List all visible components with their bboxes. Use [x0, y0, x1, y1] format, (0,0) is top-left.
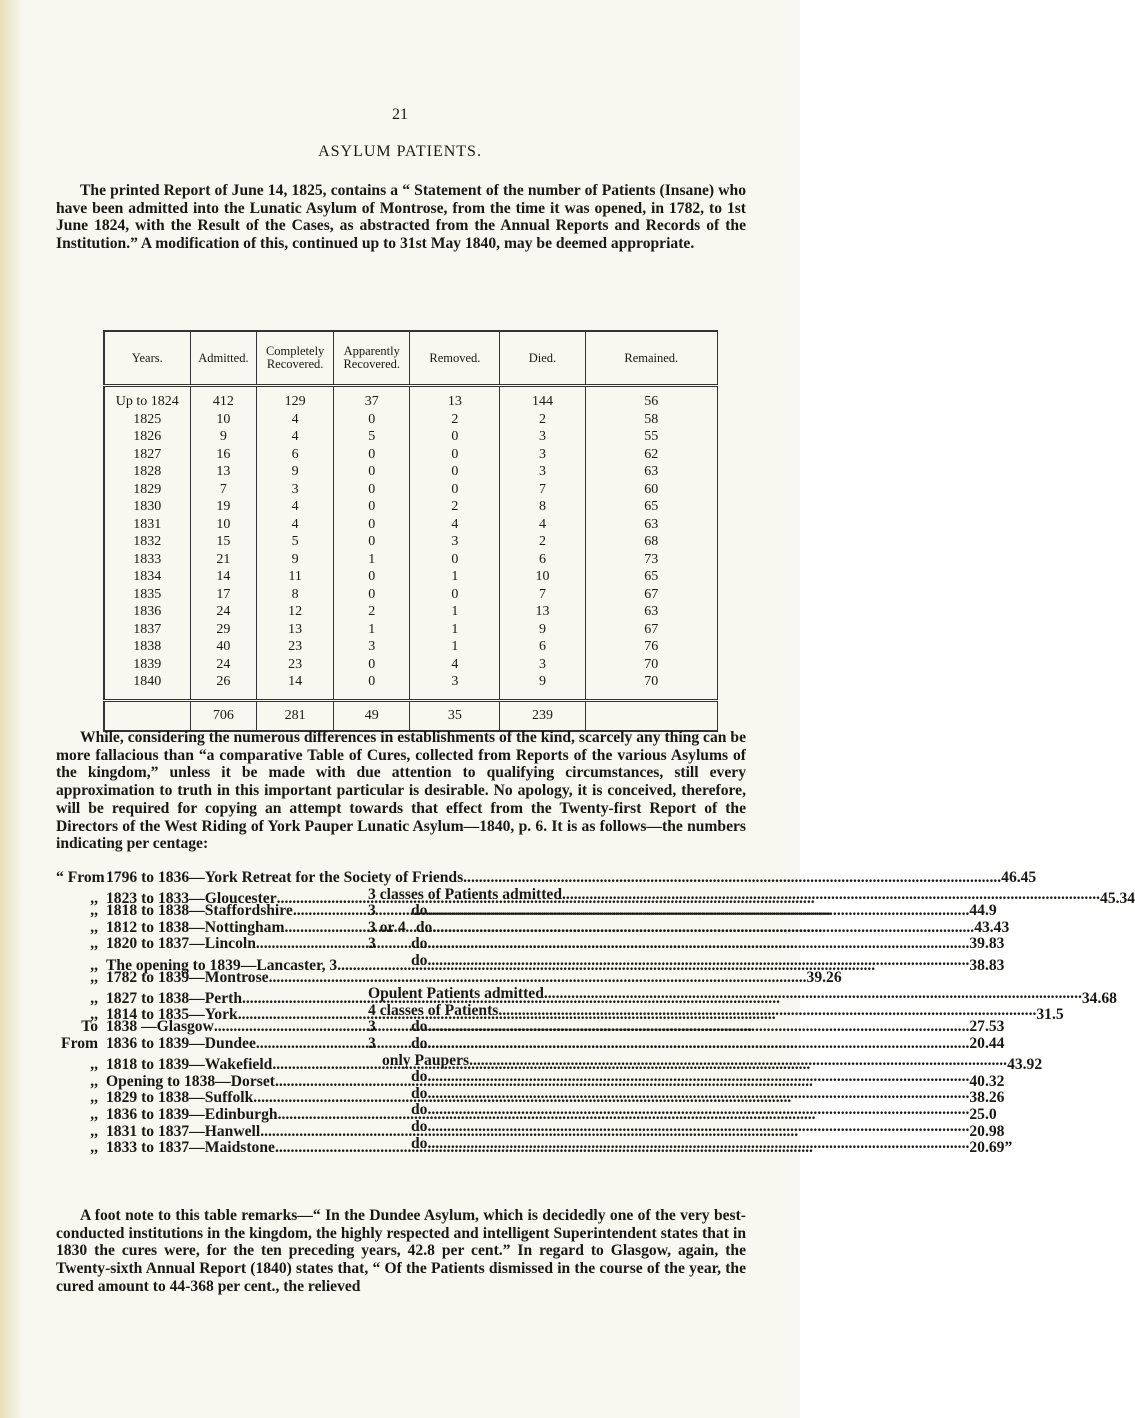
table-cell: 0	[333, 586, 410, 604]
table-cell: 4	[257, 516, 334, 534]
column-header: Removed.	[410, 331, 500, 386]
place-text: 1827 to 1838—Perth	[106, 989, 242, 1007]
table-cell: 1831	[104, 516, 190, 534]
class-count	[368, 953, 411, 970]
list-item	[56, 918, 1010, 937]
cure-rate: 31.5	[1036, 1006, 1064, 1024]
class-desc: 4 classes of Patients	[368, 1001, 499, 1019]
table-cell: 1836	[104, 603, 190, 621]
table-row	[104, 673, 718, 700]
table-cell: 1834	[104, 568, 190, 586]
table-cell: Up to 1824	[104, 386, 190, 411]
dot-leader	[436, 920, 974, 937]
table-cell: 0	[410, 481, 500, 499]
table-cell: 70	[585, 656, 717, 674]
table-cell: 4	[257, 411, 334, 429]
list-place	[106, 870, 1001, 887]
table-cell: 0	[410, 586, 500, 604]
class-desc: do.	[411, 1101, 432, 1119]
cure-rate: 45.34	[1100, 890, 1135, 908]
class-count: 3 or 4	[368, 918, 406, 936]
cure-rate: 20.98	[969, 1122, 1005, 1140]
list-item	[56, 1051, 1043, 1074]
table-cell: 21	[190, 551, 257, 569]
list-prefix: “ From	[56, 869, 105, 886]
place-text: 1820 to 1837—Lincoln	[106, 935, 256, 953]
dot-leader	[562, 887, 1100, 904]
table-cell: 0	[333, 673, 410, 700]
table-cell: 10	[500, 568, 585, 586]
list-class	[368, 1069, 969, 1086]
table-cell: 40	[190, 638, 257, 656]
total-cell: 35	[410, 700, 500, 731]
place-text: 1836 to 1839—Edinburgh	[106, 1105, 278, 1123]
table-cell: 24	[190, 603, 257, 621]
table-row	[104, 386, 718, 411]
cure-rate: 39.26	[806, 968, 842, 986]
table-row	[104, 463, 718, 481]
place-text: 1831 to 1837—Hanwell	[106, 1122, 261, 1140]
place-text: The opening to 1839—Lancaster, 3	[106, 956, 338, 974]
table-row	[104, 621, 718, 639]
table-cell: 1828	[104, 463, 190, 481]
table-cell: 73	[585, 551, 717, 569]
class-desc: do.	[411, 1018, 432, 1036]
place-text: 1836 to 1839—Dundee	[106, 1034, 256, 1052]
table-cell: 70	[585, 673, 717, 700]
table-cell: 67	[585, 621, 717, 639]
list-prefix: From	[61, 1034, 98, 1052]
class-desc: do.	[411, 1084, 432, 1102]
table-cell: 9	[190, 428, 257, 446]
class-count	[368, 1086, 411, 1103]
table-cell: 3	[257, 481, 334, 499]
place-text: 1838 —Glasgow	[106, 1018, 214, 1036]
dot-leader	[463, 870, 1001, 887]
table-cell: 76	[585, 638, 717, 656]
list-item	[56, 902, 997, 920]
table-cell: 1839	[104, 656, 190, 674]
list-class	[368, 920, 974, 937]
dot-leader	[544, 986, 1082, 1003]
class-count	[368, 1136, 411, 1153]
table-cell: 4	[257, 498, 334, 516]
table-row	[104, 551, 718, 569]
table-header-row	[104, 331, 718, 386]
cure-rate: 46.45	[1001, 869, 1037, 886]
list-prefix: ,,	[90, 956, 98, 974]
table-cell: 0	[410, 446, 500, 464]
cure-rate: 27.53	[969, 1018, 1005, 1036]
table-cell: 13	[410, 386, 500, 411]
page-edge	[0, 0, 22, 1418]
list-place	[106, 1036, 368, 1053]
footnote-paragraph: A foot note to this table remarks—“ In the Dundee Asylum, which is decidedly one of the very best-conducted institutions in the kingdom, the highly respected and intelligent Superintendent states that in 1830 the cures were, for the ten preceding years, 42.8 per cent.” In regard to Glasgow, again, the Twenty-sixth Annual Report (1840) states that, “ Of the Patients dismissed in the course of the year, the cured amount to 44-368 per cent., the relieved	[56, 1207, 746, 1295]
list-item	[56, 1034, 1005, 1053]
table-cell: 1827	[104, 446, 190, 464]
table-cell: 1	[333, 551, 410, 569]
table-row	[104, 638, 718, 656]
table-cell: 1829	[104, 481, 190, 499]
table-cell: 144	[500, 386, 585, 411]
table-cell: 9	[257, 463, 334, 481]
cure-rate: 20.44	[969, 1034, 1005, 1052]
table-cell: 0	[333, 568, 410, 586]
list-prefix: ,,	[90, 890, 98, 908]
table-cell: 55	[585, 428, 717, 446]
table-cell: 68	[585, 533, 717, 551]
table-cell: 13	[500, 603, 585, 621]
list-item	[56, 935, 1005, 953]
dot-leader	[431, 936, 969, 953]
table-cell: 129	[257, 386, 334, 411]
total-cell: 281	[257, 700, 334, 731]
table-cell: 3	[500, 428, 585, 446]
table-cell: 1825	[104, 411, 190, 429]
list-prefix: ,,	[90, 1105, 98, 1123]
place-text: 1796 to 1836—York Retreat for the Society of Friends	[106, 869, 464, 886]
class-desc: do.	[411, 1117, 432, 1135]
list-prefix: ,,	[90, 1006, 98, 1024]
list-class	[368, 936, 969, 953]
list-place	[106, 1074, 368, 1091]
table-cell: 8	[257, 586, 334, 604]
table-cell: 7	[500, 481, 585, 499]
total-cell	[104, 700, 190, 731]
place-text: Opening to 1838—Dorset	[106, 1072, 275, 1090]
table-cell: 65	[585, 498, 717, 516]
table-cell: 1835	[104, 586, 190, 604]
class-count	[368, 1102, 411, 1119]
table-row	[104, 481, 718, 499]
list-place	[106, 1140, 368, 1157]
table-cell: 67	[585, 586, 717, 604]
dot-leader	[431, 1119, 969, 1136]
total-cell: 239	[500, 700, 585, 731]
list-prefix: ,,	[90, 989, 98, 1007]
cure-rate-list	[56, 869, 1135, 1157]
place-text: 1829 to 1838—Suffolk	[106, 1089, 254, 1107]
class-desc: 3 classes of Patients admitted	[368, 885, 563, 903]
table-cell: 6	[257, 446, 334, 464]
table-cell: 0	[333, 533, 410, 551]
intro-paragraph: The printed Report of June 14, 1825, contains a “ Statement of the number of Patients (Insane) who have been admitted into the Lunatic Asylum of Montrose, from the time it was opened, in 1782, to 1st June 1824, with the Result of the Cases, as abstracted from the Annual Reports and Records of the Institution.” A modification of this, continued up to 31st May 1840, may be deemed appropriate.	[56, 182, 746, 253]
column-header: Completely Recovered.	[257, 331, 334, 386]
table-cell: 10	[190, 516, 257, 534]
table-cell: 2	[410, 498, 500, 516]
list-class	[368, 1053, 1007, 1070]
table-row	[104, 656, 718, 674]
table-cell: 3	[410, 673, 500, 700]
dot-leader	[469, 1053, 1007, 1070]
column-header: Admitted.	[190, 331, 257, 386]
table-cell: 29	[190, 621, 257, 639]
table-cell: 0	[333, 446, 410, 464]
totals-row	[104, 700, 718, 731]
cure-rate: 38.26	[969, 1089, 1005, 1107]
table-cell: 412	[190, 386, 257, 411]
table-cell: 1830	[104, 498, 190, 516]
list-item	[56, 951, 1005, 974]
place-text: 1833 to 1837—Maidstone	[106, 1139, 275, 1157]
table-cell: 26	[190, 673, 257, 700]
table-cell: 0	[333, 656, 410, 674]
list-class	[368, 1036, 969, 1053]
dot-leader	[431, 953, 969, 970]
place-text: 1818 to 1838—Staffordshire	[106, 902, 293, 920]
table-cell: 3	[333, 638, 410, 656]
table-row	[104, 568, 718, 586]
place-text: 1814 to 1835—York	[106, 1006, 238, 1024]
list-prefix: ,,	[90, 1089, 98, 1107]
table-cell: 15	[190, 533, 257, 551]
column-header: Years.	[104, 331, 190, 386]
page-number: 21	[392, 106, 408, 123]
table-cell: 14	[190, 568, 257, 586]
class-count	[368, 1069, 411, 1086]
table-cell: 13	[190, 463, 257, 481]
class-desc: do.	[411, 1034, 432, 1052]
class-count: 3	[368, 902, 376, 920]
table-cell: 4	[500, 516, 585, 534]
class-desc: do.	[411, 1068, 432, 1086]
table-cell: 37	[333, 386, 410, 411]
table-cell: 11	[257, 568, 334, 586]
table-row	[104, 411, 718, 429]
dot-leader	[431, 903, 969, 920]
list-class	[368, 1019, 969, 1036]
place-text: 1782 to 1839—Montrose	[106, 968, 269, 986]
table-row	[104, 533, 718, 551]
cure-rate: 34.68	[1081, 989, 1117, 1007]
cure-rate: 39.83	[969, 935, 1005, 953]
cure-rate: 20.69”	[969, 1139, 1013, 1157]
table-cell: 1	[410, 603, 500, 621]
list-place	[106, 936, 368, 953]
table-cell: 3	[410, 533, 500, 551]
table-cell: 23	[257, 638, 334, 656]
table-cell: 23	[257, 656, 334, 674]
table-cell: 0	[410, 428, 500, 446]
list-class	[368, 903, 969, 920]
list-class	[368, 1102, 969, 1119]
place-text: 1823 to 1833—Gloucester	[106, 890, 277, 908]
dot-leader	[431, 1036, 969, 1053]
dot-leader	[431, 1086, 969, 1103]
table-cell: 3	[500, 463, 585, 481]
table-cell: 1833	[104, 551, 190, 569]
class-count: 3	[368, 935, 376, 953]
table-cell: 7	[190, 481, 257, 499]
table-row	[104, 586, 718, 604]
table-cell: 2	[333, 603, 410, 621]
table-cell: 19	[190, 498, 257, 516]
table-cell: 63	[585, 603, 717, 621]
table-cell: 2	[410, 411, 500, 429]
table-cell: 1832	[104, 533, 190, 551]
class-desc: Opulent Patients admitted	[368, 985, 544, 1003]
list-prefix: ,,	[90, 1122, 98, 1140]
list-place	[106, 970, 807, 987]
list-place	[106, 1057, 368, 1074]
table-cell: 65	[585, 568, 717, 586]
table-cell: 1838	[104, 638, 190, 656]
list-prefix: ,,	[90, 1139, 98, 1157]
cure-rate: 38.83	[969, 956, 1005, 974]
table-cell: 8	[500, 498, 585, 516]
table-cell: 6	[500, 551, 585, 569]
list-class	[368, 887, 1100, 904]
table-cell: 1840	[104, 673, 190, 700]
table-cell: 4	[410, 656, 500, 674]
cure-rate: 44.9	[969, 902, 997, 920]
table-row	[104, 446, 718, 464]
list-place	[106, 1107, 368, 1124]
list-place	[106, 1124, 368, 1141]
list-prefix: ,,	[90, 935, 98, 953]
list-item	[56, 869, 1037, 887]
page-title: ASYLUM PATIENTS.	[318, 143, 482, 160]
table-cell: 58	[585, 411, 717, 429]
list-place	[106, 1090, 368, 1107]
class-desc: do.	[411, 935, 432, 953]
total-cell	[585, 700, 717, 731]
table-cell: 9	[500, 673, 585, 700]
table-cell: 5	[257, 533, 334, 551]
dot-leader	[431, 1136, 969, 1153]
table-cell: 3	[500, 656, 585, 674]
table-cell: 0	[410, 463, 500, 481]
class-desc: do.	[411, 951, 432, 969]
total-cell: 706	[190, 700, 257, 731]
table-cell: 4	[257, 428, 334, 446]
table-cell: 13	[257, 621, 334, 639]
list-prefix: ,,	[90, 968, 98, 986]
table-row	[104, 603, 718, 621]
list-item	[56, 985, 1117, 1007]
list-class	[368, 1119, 969, 1136]
table-cell: 0	[333, 463, 410, 481]
class-desc: only Paupers	[382, 1051, 470, 1069]
cure-rate: 43.43	[974, 918, 1010, 936]
dot-leader	[431, 1102, 969, 1119]
table-cell: 1837	[104, 621, 190, 639]
list-class	[368, 1136, 969, 1153]
cure-rate: 25.0	[969, 1105, 997, 1123]
table-cell: 0	[333, 498, 410, 516]
table-cell: 24	[190, 656, 257, 674]
table-cell: 12	[257, 603, 334, 621]
class-desc: do.	[411, 1134, 432, 1152]
table-cell: 7	[500, 586, 585, 604]
table-cell: 3	[500, 446, 585, 464]
total-cell: 49	[333, 700, 410, 731]
table-cell: 0	[333, 516, 410, 534]
table-cell: 0	[333, 411, 410, 429]
list-class	[368, 1086, 969, 1103]
list-prefix: To	[81, 1018, 98, 1036]
table-cell: 1	[333, 621, 410, 639]
table-row	[104, 498, 718, 516]
table-cell: 2	[500, 533, 585, 551]
table-cell: 14	[257, 673, 334, 700]
table-cell: 0	[333, 481, 410, 499]
class-count: 3	[368, 1034, 376, 1052]
table-cell: 63	[585, 463, 717, 481]
list-prefix: ,,	[90, 918, 98, 936]
list-class	[368, 986, 1082, 1003]
class-desc: do.	[411, 902, 432, 920]
table-cell: 1	[410, 621, 500, 639]
table-cell: 62	[585, 446, 717, 464]
list-class	[368, 1003, 1036, 1020]
list-prefix: ,,	[90, 1056, 98, 1074]
list-item	[56, 885, 1135, 908]
table-row	[104, 428, 718, 446]
table-cell: 60	[585, 481, 717, 499]
place-text: 1812 to 1838—Nottingham	[106, 918, 285, 936]
patients-table	[103, 330, 718, 732]
list-class	[368, 953, 969, 970]
dot-leader	[431, 1069, 969, 1086]
table-cell: 1	[410, 568, 500, 586]
list-prefix: ,,	[90, 902, 98, 920]
class-count	[368, 1119, 411, 1136]
list-prefix: ,,	[90, 1072, 98, 1090]
table-cell: 6	[500, 638, 585, 656]
comparison-paragraph: While, considering the numerous differences in establishments of the kind, scarcely any thing can be more fallacious than “a comparative Table of Cures, collected from Reports of the various Asylums of the kingdom,” unless it be made with due attention to qualifying circumstances, still every approximation to truth in this important particular is desirable. No apology, it is conceived, therefore, will be required for copying an attempt towards that effect from the Twenty-first Report of the Directors of the West Riding of York Pauper Lunatic Asylum—1840, p. 6. It is as follows—the numbers indicating per centage:	[56, 729, 746, 853]
column-header: Remained.	[585, 331, 717, 386]
table-cell: 56	[585, 386, 717, 411]
table-cell: 1	[410, 638, 500, 656]
table-cell: 9	[500, 621, 585, 639]
list-place	[106, 903, 368, 920]
class-count	[368, 1053, 382, 1070]
table-cell: 0	[410, 551, 500, 569]
column-header: Died.	[500, 331, 585, 386]
table-cell: 2	[500, 411, 585, 429]
list-item	[56, 1018, 1005, 1036]
table-cell: 63	[585, 516, 717, 534]
list-item	[56, 968, 842, 987]
class-count: 3	[368, 1018, 376, 1036]
table-row	[104, 516, 718, 534]
column-header: Apparently Recovered.	[333, 331, 410, 386]
place-text: 1818 to 1839—Wakefield	[106, 1056, 273, 1074]
class-desc: do.	[415, 918, 437, 936]
table-cell: 5	[333, 428, 410, 446]
cure-rate: 43.92	[1007, 1056, 1043, 1074]
table-cell: 4	[410, 516, 500, 534]
list-place	[106, 991, 368, 1008]
table-cell: 10	[190, 411, 257, 429]
dot-leader	[431, 1019, 969, 1036]
dot-leader	[498, 1003, 1036, 1020]
table-cell: 17	[190, 586, 257, 604]
dot-leader	[269, 970, 807, 987]
list-place	[106, 1019, 368, 1036]
cure-rate: 40.32	[969, 1072, 1005, 1090]
table-cell: 1826	[104, 428, 190, 446]
table-cell: 9	[257, 551, 334, 569]
table-cell: 16	[190, 446, 257, 464]
list-place	[106, 920, 368, 937]
